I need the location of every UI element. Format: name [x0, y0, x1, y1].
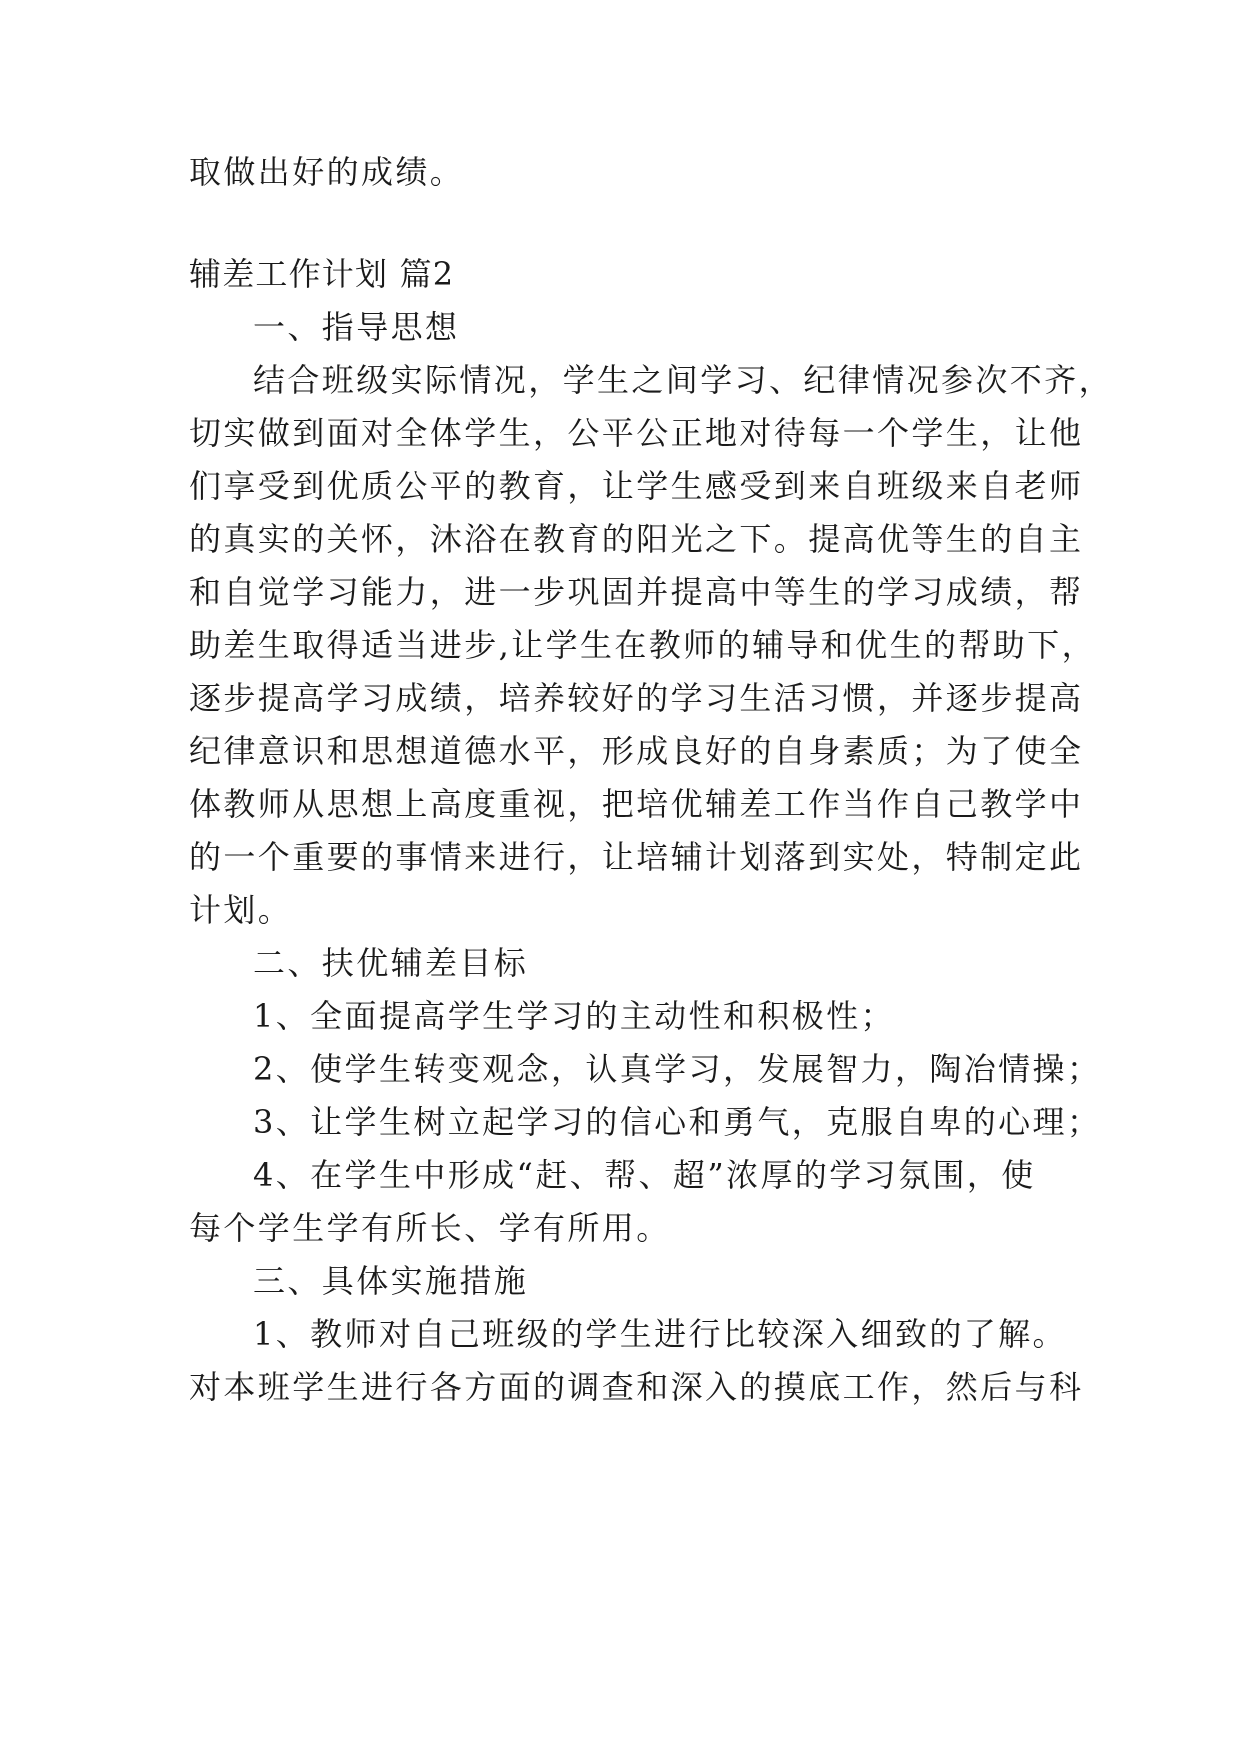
heading-measures: 三、具体实施措施 [253, 1262, 529, 1300]
measure-line: 对本班学生进行各方面的调查和深入的摸底工作，然后与科 [189, 1368, 1084, 1406]
section-title: 辅差工作计划 篇2 [189, 255, 455, 293]
paragraph-line: 的真实的关怀，沐浴在教育的阳光之下。提高优等生的自主 [189, 520, 1084, 558]
paragraph-line: 结合班级实际情况，学生之间学习、纪律情况参次不齐， [253, 361, 1114, 399]
paragraph-line: 纪律意识和思想道德水平，形成良好的自身素质；为了使全 [189, 732, 1084, 770]
paragraph-line: 逐步提高学习成绩，培养较好的学习生活习惯，并逐步提高 [189, 679, 1084, 717]
measure-line: 1、教师对自己班级的学生进行比较深入细致的了解。 [253, 1315, 1067, 1353]
heading-guiding-thought: 一、指导思想 [253, 308, 460, 346]
paragraph-line: 助差生取得适当进步,让学生在教师的辅导和优生的帮助下， [189, 626, 1096, 664]
paragraph-line: 体教师从思想上高度重视，把培优辅差工作当作自己教学中 [189, 785, 1084, 823]
goal-item: 1、全面提高学生学习的主动性和积极性； [253, 997, 895, 1035]
paragraph-line: 计划。 [189, 891, 293, 929]
paragraph-line: 的一个重要的事情来进行，让培辅计划落到实处，特制定此 [189, 838, 1084, 876]
intro-tail-text: 取做出好的成绩。 [189, 153, 465, 191]
goal-item: 2、使学生转变观念，认真学习，发展智力，陶冶情操； [253, 1050, 1102, 1088]
goal-item: 4、在学生中形成“赶、帮、超”浓厚的学习氛围，使 [253, 1156, 1036, 1194]
heading-goals: 二、扶优辅差目标 [253, 944, 529, 982]
paragraph-line: 和自觉学习能力，进一步巩固并提高中等生的学习成绩，帮 [189, 573, 1084, 611]
paragraph-line: 切实做到面对全体学生，公平公正地对待每一个学生，让他 [189, 414, 1084, 452]
goal-item-continuation: 每个学生学有所长、学有所用。 [189, 1209, 671, 1247]
goal-item: 3、让学生树立起学习的信心和勇气，克服自卑的心理； [253, 1103, 1102, 1141]
paragraph-line: 们享受到优质公平的教育，让学生感受到来自班级来自老师 [189, 467, 1084, 505]
